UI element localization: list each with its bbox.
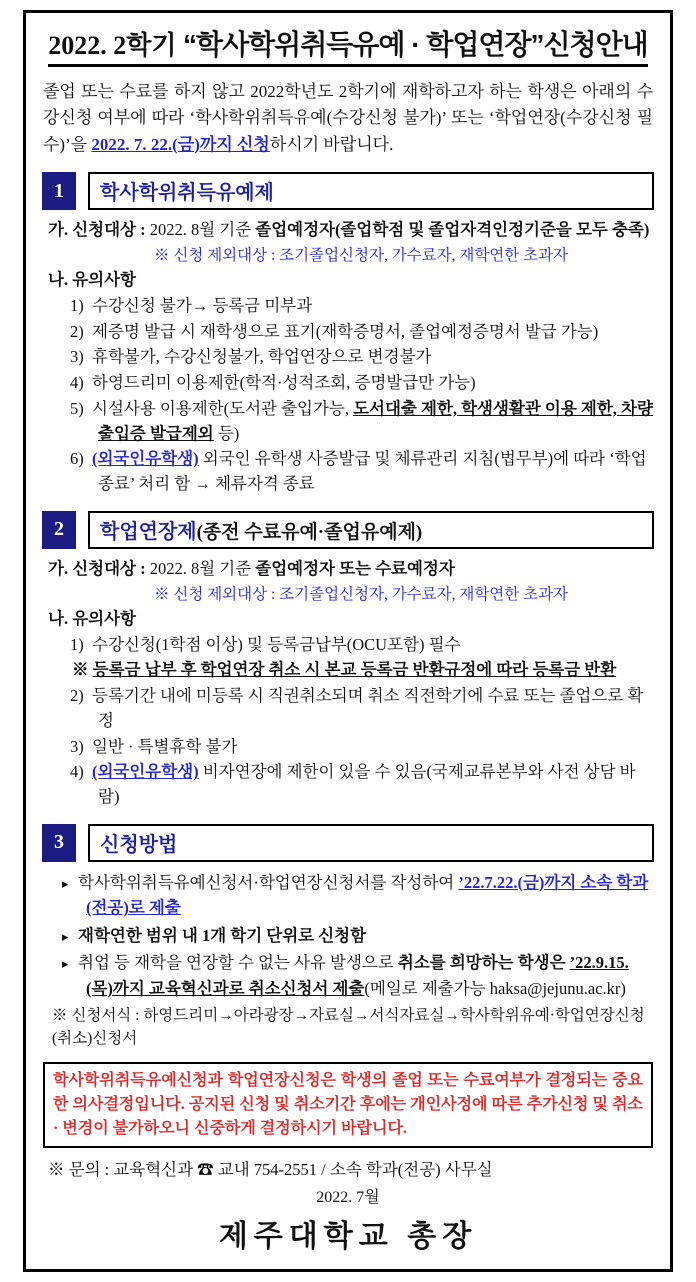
section3-bullet-1 [42,870,654,921]
section1-item-6 [42,447,654,497]
warning-box [43,1062,653,1148]
section2-refund-note [72,658,654,683]
note-marker: ※ [72,660,93,680]
item-emphasis: 도서대출 제한, 학생생활관 이용 제한, 차량출입증 발급제외 [98,398,653,443]
foreign-student-tag: (외국인유학생) [92,762,199,782]
section1-target-line [48,218,654,243]
section1-item-2 [42,320,654,345]
item-number: 3) [70,347,84,367]
bullet-text: 재학연한 범위 내 1개 학기 단위로 신청함 [78,925,367,945]
section3-title: 신청방법 [100,833,178,856]
item-text: 일반 · 특별휴학 불가 [92,736,238,756]
section2-number-badge: 2 [42,511,76,549]
section1-title: 학사학위취득유예제 [100,182,274,205]
section3-form-path-note: ※ 신청서식 : 하영드리미→아라광장→자료실→서식자료실→학사학위유예·학업연장신청(취소)신청서 [52,1006,645,1047]
triangle-bullet-icon: ▸ [62,928,69,944]
section2-notes-label: 나. 유의사항 [48,608,136,628]
section3-header [42,824,654,862]
item-text: 휴학불가, 수강신청불가, 학업연장으로 변경불가 [92,347,432,367]
section3-bullet-3 [42,950,654,1001]
signature-president: 제주대학교 총장 [218,1220,478,1254]
title-quoted: “학사학위취득유예 · 학업연장” [183,29,544,60]
title-suffix: 신청안내 [543,29,648,60]
section1-header [42,172,654,210]
item-number: 2) [70,686,84,706]
foreign-student-tag: (외국인유학생) [92,449,199,469]
section2-item-3 [42,735,654,760]
section2-title: 학업연장제 [100,520,197,543]
section2-exclude-note: ※ 신청 제외대상 : 조기졸업신청자, 가수료자, 재학연한 초과자 [154,585,569,603]
item-text: 하영드리미 이용제한(학적·성적조회, 증명발급만 가능) [92,373,476,393]
item-text: 제증명 발급 시 재학생으로 표기(재학증명서, 졸업예정증명서 발급 가능) [92,321,599,341]
bullet-deadline: ’22.9.15.(목)까지 교육혁신과로 취소신청서 제출 [86,953,629,999]
section1-item-1 [42,294,654,319]
section2-header [42,511,654,549]
item-text: 시설사용 이용제한(도서관 출입가능, [92,398,354,418]
section3-title-box [88,824,654,862]
item-number: 6) [70,449,84,469]
item-text: 등록기간 내에 미등록 시 직권취소되며 취소 직전학기에 수료 또는 졸업으로 확정 [92,686,644,730]
item-number: 3) [70,736,84,756]
note-text: 등록금 납부 후 학업연장 취소 시 본교 등록금 반환규정에 따라 등록금 반환 [92,660,617,680]
item-number: 1) [70,634,84,654]
target-label: 가. 신청대상 : [48,220,150,240]
item-number: 5) [70,398,84,418]
section1-number-badge: 1 [42,172,76,210]
bullet-deadline: ’22.7.22.(금)까지 소속 학과(전공)로 제출 [86,872,649,918]
intro-text-lead: 졸업 또는 수료를 하지 않고 2022학년도 2학기에 재학하고자 하는 학생은 아래의 수강신청 여부에 따라 ‘학사학위취득유예(수강신청 불가)’ 또는 ‘학업연장(수강신청 필수)’을 [43,82,653,154]
item-text: 비자연장에 제한이 있을 수 있음(국제교류본부와 사전 상담 바람) [98,762,636,807]
warning-text: 학사학위취득유예신청과 학업연장신청은 학생의 졸업 또는 수료여부가 결정되는 중요한 의사결정입니다. 공지된 신청 및 취소기간 후에는 개인사정에 따른 추가신청 및 취소 · 변경이 불가하오니 신중하게 결정하시기 바랍니다. [53,1072,643,1138]
page-title-underline [48,23,647,67]
item-number: 4) [70,373,84,393]
section3-number-badge: 3 [42,824,76,862]
bullet-text: 학사학위취득유예신청서·학업연장신청서를 작성하여 [78,872,459,892]
bullet-emphasis: 취소를 희망하는 학생은 [397,953,566,973]
section2-title-sub: (종전 수료유예·졸업유예제) [196,521,423,543]
target-label: 가. 신청대상 : [48,558,150,578]
section3-bullet-2 [42,923,654,949]
target-main: 졸업예정자(졸업학점 및 졸업자격인정기준을 모두 충족) [255,220,650,240]
title-semester: 2022. 2학기 [48,31,184,60]
item-number: 4) [70,762,84,782]
item-text: 수강신청(1학점 이상) 및 등록금납부(OCU포함) 필수 [92,634,461,654]
bullet-text: 취업 등 재학을 연장할 수 없는 사유 발생으로 [78,953,398,973]
triangle-bullet-icon: ▸ [62,875,69,891]
section2-item-2 [42,684,654,734]
section2-title-box [88,511,654,549]
triangle-bullet-icon: ▸ [62,956,69,972]
phone-icon: ☎ [197,1160,214,1180]
intro-text-tail: 하시기 바랍니다. [269,134,394,154]
target-main: 졸업예정자 또는 수료예정자 [255,558,455,578]
page-title [42,23,654,67]
issue-date: 2022. 7월 [316,1189,380,1207]
contact-text: ※ 문의 : 교육혁신과 [48,1160,198,1180]
section2-target-line [48,557,654,582]
section1-item-4 [42,371,654,396]
item-text: 등) [213,423,240,443]
item-number: 1) [70,295,84,315]
item-text: 외국인 유학생 사증발급 및 체류관리 지침(법무부)에 따라 ‘학업종료’ 처리 함 → 체류자격 종료 [98,449,647,494]
contact-text: 교내 754-2551 / 소속 학과(전공) 사무실 [213,1160,493,1180]
section1-item-5 [42,397,654,447]
intro-paragraph [43,79,653,158]
bullet-text: (메일로 제출가능 haksa@jejunu.ac.kr) [364,979,626,999]
target-pre: 2022. 8월 기준 [149,220,256,240]
intro-deadline: 2022. 7. 22.(금)까지 신청 [91,134,270,154]
section2-item-4 [42,760,654,810]
section2-item-1 [42,633,654,658]
item-number: 2) [70,321,84,341]
section1-notes-label: 나. 유의사항 [48,270,136,290]
section1-item-3 [42,345,654,370]
item-text: 수강신청 불가→ 등록금 미부과 [92,295,313,315]
target-pre: 2022. 8월 기준 [149,558,256,578]
section1-title-box [88,172,654,210]
section1-exclude-note: ※ 신청 제외대상 : 조기졸업신청자, 가수료자, 재학연한 초과자 [154,246,569,264]
notice-document [23,10,673,1272]
contact-line [48,1156,654,1180]
